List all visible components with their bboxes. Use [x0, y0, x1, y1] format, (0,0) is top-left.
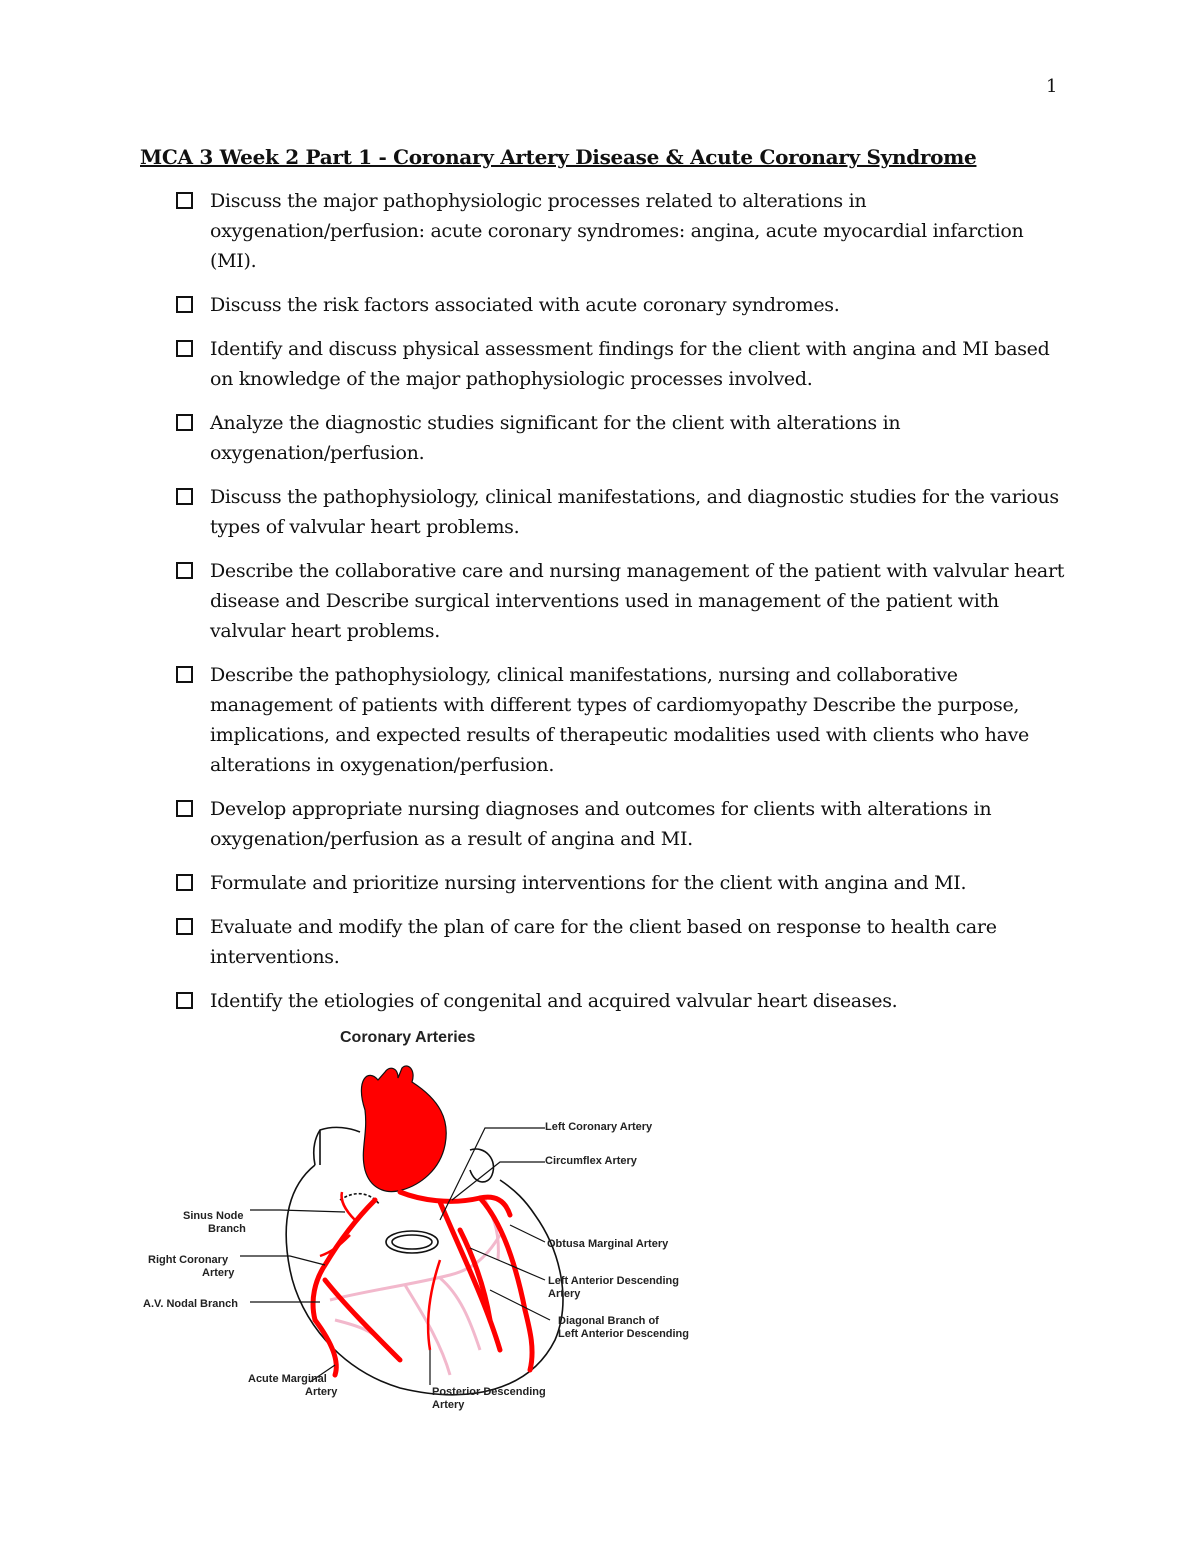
label-av-nodal-branch: A.V. Nodal Branch [143, 1298, 238, 1310]
objective-text: Analyze the diagnostic studies significant for the client with alterations in oxygenation/perfusion. [210, 412, 901, 464]
objective-text: Discuss the risk factors associated with acute coronary syndromes. [210, 294, 840, 316]
label-posterior-descending-line-1: Posterior Descending [432, 1386, 546, 1398]
label-lad-line-2: Artery [548, 1288, 581, 1300]
objective-item [176, 868, 1066, 898]
objective-item [176, 334, 1066, 394]
label-right-coronary-line-2: Artery [202, 1267, 235, 1279]
objective-item [176, 986, 1066, 1016]
circumflex-artery [480, 1198, 532, 1370]
checkbox-icon[interactable] [176, 666, 193, 683]
label-obtuse-marginal-artery: Obtusa Marginal Artery [547, 1238, 669, 1250]
aorta [361, 1066, 446, 1192]
objective-text: Describe the pathophysiology, clinical manifestations, nursing and collaborative management of patients with different types of cardiomyopathy Describe the purpose, implications, and expected results of therapeutic modalities used with clients who have alterations in oxygenation/perfusion. [210, 664, 1029, 776]
figure-title: Coronary Arteries [340, 1029, 476, 1046]
label-circumflex-artery: Circumflex Artery [545, 1155, 637, 1167]
objective-text: Develop appropriate nursing diagnoses and outcomes for clients with alterations in oxygenation/perfusion as a result of angina and MI. [210, 798, 992, 850]
label-left-coronary-artery: Left Coronary Artery [545, 1121, 653, 1133]
objective-item [176, 660, 1066, 780]
label-acute-marginal-line-2: Artery [305, 1386, 338, 1398]
label-diagonal-line-1: Diagonal Branch of [558, 1315, 659, 1327]
objective-text: Identify the etiologies of congenital and acquired valvular heart diseases. [210, 990, 898, 1012]
document-title: MCA 3 Week 2 Part 1 - Coronary Artery Disease & Acute Coronary Syndrome [140, 145, 977, 169]
objective-text: Evaluate and modify the plan of care for the client based on response to health care interventions. [210, 916, 997, 968]
objective-text: Identify and discuss physical assessment findings for the client with angina and MI based on knowledge of the major pathophysiologic processes involved. [210, 338, 1050, 390]
objective-item [176, 794, 1066, 854]
label-right-coronary-line-1: Right Coronary [148, 1254, 229, 1266]
diagonal-branch [460, 1230, 490, 1320]
label-diagonal-line-2: Left Anterior Descending [558, 1328, 689, 1340]
checkbox-icon[interactable] [176, 488, 193, 505]
checkbox-icon[interactable] [176, 296, 193, 313]
objective-text: Describe the collaborative care and nursing management of the patient with valvular heart disease and Describe surgical interventions used in management of the patient with valvular heart problems. [210, 560, 1065, 642]
label-posterior-descending-line-2: Artery [432, 1399, 465, 1411]
label-acute-marginal-line-1: Acute Marginal [248, 1373, 327, 1385]
objective-item [176, 408, 1066, 468]
left-coronary-artery [400, 1192, 510, 1215]
coronary-arteries-diagram [140, 1020, 715, 1415]
checkbox-icon[interactable] [176, 874, 193, 891]
checkbox-icon[interactable] [176, 340, 193, 357]
label-sinus-node-line-1: Sinus Node [183, 1210, 244, 1222]
label-sinus-node-line-2: Branch [208, 1223, 246, 1235]
checkbox-icon[interactable] [176, 800, 193, 817]
checkbox-icon[interactable] [176, 562, 193, 579]
checkbox-icon[interactable] [176, 414, 193, 431]
checkbox-icon[interactable] [176, 992, 193, 1009]
objective-text: Discuss the major pathophysiologic processes related to alterations in oxygenation/perfusion: acute coronary syndromes: angina, acute myocardial infarction (MI). [210, 190, 1024, 272]
objectives-list [176, 186, 1066, 1030]
objective-item [176, 186, 1066, 276]
objective-text: Formulate and prioritize nursing interventions for the client with angina and MI. [210, 872, 967, 894]
objective-text: Discuss the pathophysiology, clinical manifestations, and diagnostic studies for the various types of valvular heart problems. [210, 486, 1059, 538]
small-branches [320, 1192, 440, 1350]
coronary-arteries-figure [140, 1020, 715, 1415]
page-number: 1 [1046, 76, 1058, 97]
objective-item [176, 290, 1066, 320]
coronary-arteries [313, 1192, 532, 1375]
objective-item [176, 556, 1066, 646]
checkbox-icon[interactable] [176, 192, 193, 209]
checkbox-icon[interactable] [176, 918, 193, 935]
label-lad-line-1: Left Anterior Descending [548, 1275, 679, 1287]
objective-item [176, 482, 1066, 542]
objective-item [176, 912, 1066, 972]
